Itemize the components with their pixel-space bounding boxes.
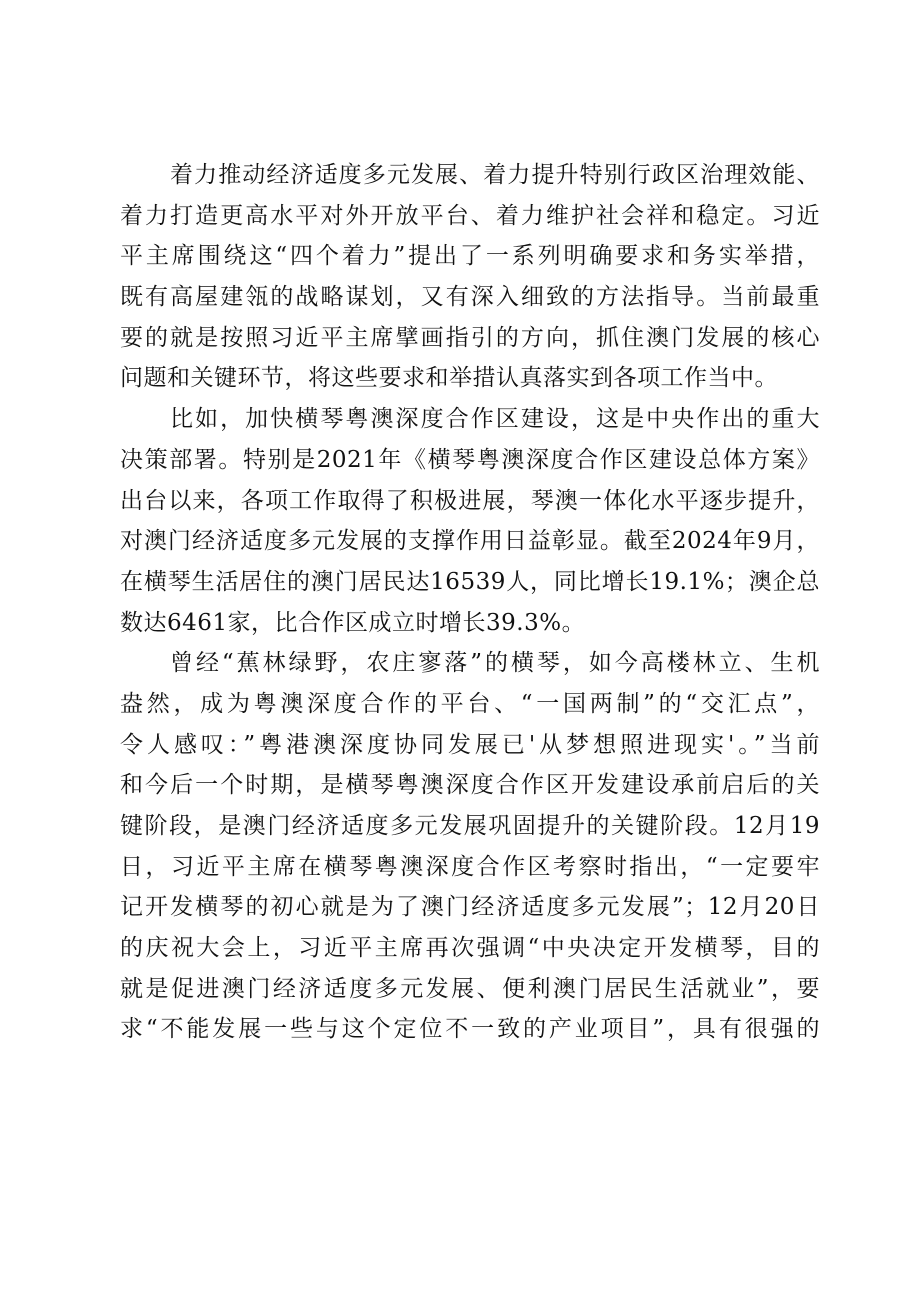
paragraph-3-line-1: 曾经“蕉林绿野，农庄寥落”的横琴，如今高楼林立、生机 <box>170 650 820 677</box>
paragraph-2-line-6: 数达6461家，比合作区成立时增长39.3%。 <box>120 609 586 636</box>
paragraph-3-line-7: 记开发横琴的初心就是为了澳门经济适度多元发展”；12月20日 <box>120 894 820 921</box>
paragraph-3-line-6: 日，习近平主席在横琴粤澳深度合作区考察时指出，“一定要牢 <box>120 853 820 880</box>
paragraph-2-line-1: 比如，加快横琴粤澳深度合作区建设，这是中央作出的重大 <box>170 406 820 433</box>
paragraph-3-line-2: 盎然，成为粤澳深度合作的平台、“一国两制”的“交汇点”， <box>120 690 820 717</box>
paragraph-2-line-4: 对澳门经济适度多元发展的支撑作用日益彰显。截至2024年9月， <box>120 528 820 555</box>
paragraph-1-line-1: 着力推动经济适度多元发展、着力提升特别行政区治理效能、 <box>170 162 820 188</box>
paragraph-2-line-5: 在横琴生活居住的澳门居民达16539人，同比增长19.1%；澳企总 <box>120 568 820 595</box>
paragraph-3-line-8: 的庆祝大会上，习近平主席再次强调“中央决定开发横琴，目的 <box>120 935 820 962</box>
paragraph-1-line-4: 既有高屋建瓴的战略谋划，又有深入细致的方法指导。当前最重 <box>120 284 820 311</box>
paragraph-3-line-4: 和今后一个时期，是横琴粤澳深度合作区开发建设承前启后的关 <box>120 772 820 799</box>
paragraph-1-line-3: 平主席围绕这“四个着力”提出了一系列明确要求和务实举措， <box>120 243 820 270</box>
paragraph-2-line-3: 出台以来，各项工作取得了积极进展，琴澳一体化水平逐步提升， <box>120 487 820 514</box>
paragraph-3-line-9: 就是促进澳门经济适度多元发展、便利澳门居民生活就业”，要 <box>120 975 820 1002</box>
paragraph-2-line-2: 决策部署。特别是2021年《横琴粤澳深度合作区建设总体方案》 <box>120 446 820 473</box>
paragraph-1-line-2: 着力打造更高水平对外开放平台、着力维护社会祥和稳定。习近 <box>120 202 820 229</box>
paragraph-3-line-5: 键阶段，是澳门经济适度多元发展巩固提升的关键阶段。12月19 <box>120 813 820 839</box>
paragraph-1-line-5: 要的就是按照习近平主席擘画指引的方向，抓住澳门发展的核心 <box>120 324 820 351</box>
paragraph-1-line-6: 问题和关键环节，将这些要求和举措认真落实到各项工作当中。 <box>120 365 778 392</box>
body-text <box>120 155 820 1050</box>
paragraph-3-line-10: 求“不能发展一些与这个定位不一致的产业项目”，具有很强的 <box>120 1016 820 1043</box>
paragraph-3-line-3: 令人感叹：”粤港澳深度协同发展已'从梦想照进现实'。”当前 <box>120 731 820 758</box>
